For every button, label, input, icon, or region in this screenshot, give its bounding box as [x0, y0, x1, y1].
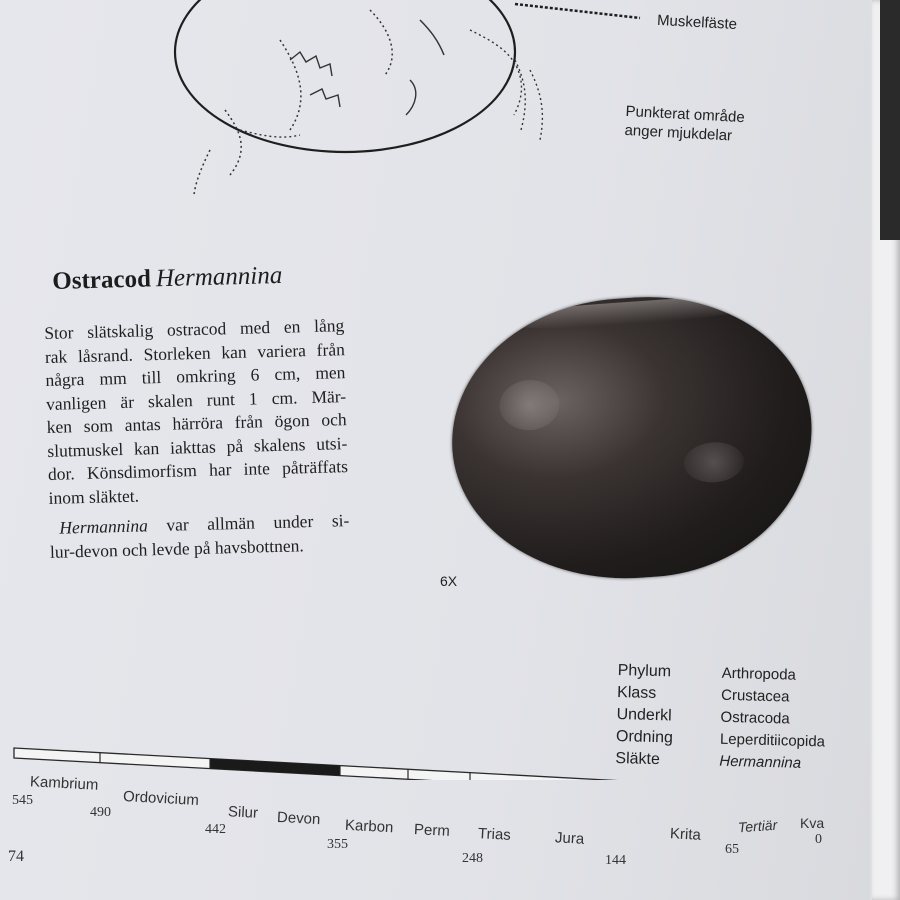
dotted-area-label-line: anger mjukdelar	[624, 121, 733, 145]
text-line: vanligen är skalen runt 1 cm. Mär-	[45, 385, 347, 414]
facing-page-photo	[880, 0, 900, 240]
text-line: ken som antas härröra från ögon och	[46, 409, 347, 437]
age-248: 248	[462, 851, 483, 866]
taxonomy-name: Crustacea	[720, 686, 790, 706]
title-genus-name: Hermannina	[155, 261, 283, 293]
description-text	[44, 314, 350, 564]
text-line: lur-devon och levde på havsbottnen.	[49, 534, 304, 562]
taxonomy-rank: Släkte	[615, 749, 661, 769]
period-jura: Jura	[554, 829, 585, 848]
period-krita: Krita	[669, 825, 702, 844]
period-karbon: Karbon	[344, 816, 394, 837]
taxonomy-name: Hermannina	[719, 752, 802, 772]
genus-inline: Hermannina	[59, 515, 149, 538]
taxonomy-name: Leperditiicopida	[719, 730, 826, 751]
page-title	[52, 262, 283, 296]
text-line: rak låsrand. Storleken kan variera från	[44, 338, 346, 367]
magnification-label: 6X	[440, 573, 458, 589]
timeline-highlight-silur	[210, 759, 340, 776]
taxonomy-rank: Klass	[616, 683, 657, 703]
shell-outline	[175, 0, 515, 152]
period-kambrium: Kambrium	[29, 773, 99, 794]
age-144: 144	[605, 853, 626, 868]
age-65: 65	[725, 842, 739, 857]
text-line: slutmuskel kan iakttas på skalens utsi-	[47, 432, 348, 461]
text-line: några mm till omkring 6 cm, men	[45, 362, 346, 390]
muscle-attachment-label: Muskelfäste	[656, 11, 738, 34]
period-kvartar: Kva	[800, 815, 825, 831]
dotted-area-label-line: Punkterat område	[625, 102, 746, 127]
taxonomy-rank: Ordning	[615, 727, 674, 747]
text-line: inom släktet.	[48, 485, 140, 508]
age-442: 442	[205, 822, 226, 837]
age-0: 0	[815, 832, 822, 847]
taxonomy-name: Arthropoda	[721, 664, 797, 684]
period-trias: Trias	[477, 825, 512, 844]
age-545: 545	[12, 793, 33, 808]
text-fragment: var allmän under si-	[147, 510, 350, 536]
timeline-bar	[14, 748, 828, 780]
dotted-area-label	[624, 102, 745, 146]
age-355: 355	[327, 837, 348, 852]
age-490: 490	[90, 805, 111, 820]
period-perm: Perm	[413, 821, 451, 840]
page-number: 74	[8, 848, 24, 865]
fossil-photo	[443, 286, 822, 590]
period-silur: Silur	[227, 803, 259, 822]
period-tertiar: Tertiär	[737, 816, 778, 836]
taxonomy-rank: Underkl	[616, 705, 672, 725]
taxonomy-name: Ostracoda	[720, 708, 790, 728]
text-line: dor. Könsdimorfism har inte påträffats	[47, 456, 349, 484]
muscle-pointer-line	[515, 4, 640, 18]
period-ordovicium: Ordovicium	[122, 788, 200, 809]
geologic-timeline	[0, 740, 860, 780]
ostracod-drawing	[170, 0, 650, 200]
title-common-name: Ostracod	[52, 265, 152, 295]
taxonomy-rank: Phylum	[617, 661, 672, 681]
period-devon: Devon	[276, 808, 321, 829]
text-line: Stor slätskalig ostracod med en lång	[44, 315, 345, 343]
